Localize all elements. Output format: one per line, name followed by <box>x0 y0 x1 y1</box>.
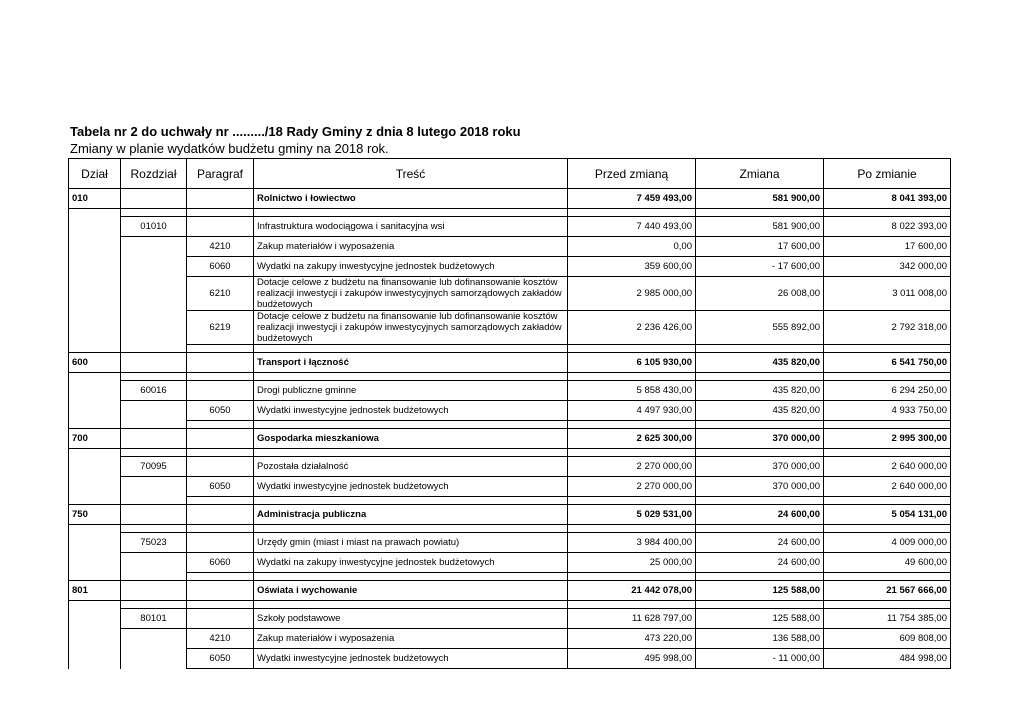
paragraf-cell: 6050 <box>187 401 254 421</box>
spacer-cell <box>121 421 187 429</box>
spacer-cell <box>121 573 187 581</box>
rozdzial-cell <box>121 553 187 573</box>
col-header-zmiana: Zmiana <box>696 159 824 189</box>
spacer-cell <box>187 209 254 217</box>
spacer-cell <box>121 345 187 353</box>
tresc-cell: Wydatki inwestycyjne jednostek budżetowych <box>254 401 568 421</box>
przed-cell: 6 105 930,00 <box>568 353 696 373</box>
rozdzial-cell <box>121 237 187 257</box>
paragraf-cell <box>187 381 254 401</box>
paragraf-cell <box>187 609 254 629</box>
przed-cell: 2 625 300,00 <box>568 429 696 449</box>
przed-cell: 25 000,00 <box>568 553 696 573</box>
po-cell: 609 808,00 <box>824 629 951 649</box>
col-header-paragraf: Paragraf <box>187 159 254 189</box>
spacer-cell <box>69 601 121 609</box>
tresc-cell: Pozostała działalność <box>254 457 568 477</box>
table-row <box>69 649 951 669</box>
expenditure-table <box>68 158 951 669</box>
spacer-cell <box>696 525 824 533</box>
paragraf-cell <box>187 533 254 553</box>
table-row <box>69 629 951 649</box>
paragraf-cell: 6210 <box>187 277 254 311</box>
paragraf-cell: 6060 <box>187 257 254 277</box>
spacer-cell <box>696 209 824 217</box>
tresc-cell: Wydatki na zakupy inwestycyjne jednostek budżetowych <box>254 257 568 277</box>
tresc-cell: Wydatki inwestycyjne jednostek budżetowych <box>254 477 568 497</box>
spacer-cell <box>254 373 568 381</box>
zmiana-cell: 24 600,00 <box>696 553 824 573</box>
rozdzial-cell: 70095 <box>121 457 187 477</box>
dzial-cell <box>69 401 121 421</box>
przed-cell: 11 628 797,00 <box>568 609 696 629</box>
rozdzial-cell <box>121 629 187 649</box>
zmiana-cell: 24 600,00 <box>696 505 824 525</box>
document-title: Tabela nr 2 do uchwały nr ........./18 Rady Gminy z dnia 8 lutego 2018 roku <box>70 124 521 139</box>
zmiana-cell: 435 820,00 <box>696 381 824 401</box>
dzial-cell <box>69 629 121 649</box>
spacer-cell <box>69 373 121 381</box>
przed-cell: 5 029 531,00 <box>568 505 696 525</box>
spacer-cell <box>69 497 121 505</box>
row-spacer <box>69 449 951 457</box>
rozdzial-cell <box>121 401 187 421</box>
tresc-cell: Transport i łączność <box>254 353 568 373</box>
row-spacer <box>69 373 951 381</box>
paragraf-cell: 6050 <box>187 477 254 497</box>
tresc-cell: Dotacje celowe z budżetu na finansowanie lub dofinansowanie kosztów realizacji inwestycji i zakupów inwestycyjnych samorządowych zakładów budżetowych <box>254 311 568 345</box>
zmiana-cell: - 17 600,00 <box>696 257 824 277</box>
spacer-cell <box>187 373 254 381</box>
paragraf-cell <box>187 457 254 477</box>
spacer-cell <box>568 573 696 581</box>
zmiana-cell: 581 900,00 <box>696 189 824 209</box>
col-header-dzial: Dział <box>69 159 121 189</box>
dzial-cell <box>69 277 121 311</box>
paragraf-cell <box>187 429 254 449</box>
spacer-cell <box>69 421 121 429</box>
rozdzial-cell: 60016 <box>121 381 187 401</box>
spacer-cell <box>696 601 824 609</box>
row-spacer <box>69 345 951 353</box>
spacer-cell <box>121 209 187 217</box>
dzial-cell <box>69 237 121 257</box>
tresc-cell: Drogi publiczne gminne <box>254 381 568 401</box>
tresc-cell: Wydatki inwestycyjne jednostek budżetowych <box>254 649 568 669</box>
spacer-cell <box>824 601 951 609</box>
przed-cell: 2 270 000,00 <box>568 457 696 477</box>
spacer-cell <box>824 373 951 381</box>
dzial-cell: 750 <box>69 505 121 525</box>
dzial-cell: 700 <box>69 429 121 449</box>
spacer-cell <box>121 525 187 533</box>
tresc-cell: Zakup materiałów i wyposażenia <box>254 237 568 257</box>
po-cell: 17 600,00 <box>824 237 951 257</box>
spacer-cell <box>69 209 121 217</box>
spacer-cell <box>187 601 254 609</box>
spacer-cell <box>254 345 568 353</box>
row-spacer <box>69 421 951 429</box>
rozdzial-cell: 75023 <box>121 533 187 553</box>
paragraf-cell <box>187 581 254 601</box>
spacer-cell <box>568 373 696 381</box>
row-spacer <box>69 209 951 217</box>
spacer-cell <box>69 345 121 353</box>
zmiana-cell: 17 600,00 <box>696 237 824 257</box>
po-cell: 49 600,00 <box>824 553 951 573</box>
tresc-cell: Gospodarka mieszkaniowa <box>254 429 568 449</box>
rozdzial-cell <box>121 505 187 525</box>
spacer-cell <box>187 525 254 533</box>
table-row <box>69 457 951 477</box>
zmiana-cell: 24 600,00 <box>696 533 824 553</box>
rozdzial-cell <box>121 277 187 311</box>
dzial-cell <box>69 553 121 573</box>
rozdzial-cell <box>121 477 187 497</box>
paragraf-cell: 6219 <box>187 311 254 345</box>
rozdzial-cell: 80101 <box>121 609 187 629</box>
tresc-cell: Rolnictwo i łowiectwo <box>254 189 568 209</box>
po-cell: 6 541 750,00 <box>824 353 951 373</box>
tresc-cell: Oświata i wychowanie <box>254 581 568 601</box>
spacer-cell <box>187 497 254 505</box>
paragraf-cell: 4210 <box>187 237 254 257</box>
zmiana-cell: 370 000,00 <box>696 429 824 449</box>
spacer-cell <box>187 573 254 581</box>
przed-cell: 5 858 430,00 <box>568 381 696 401</box>
tresc-cell: Administracja publiczna <box>254 505 568 525</box>
row-spacer <box>69 573 951 581</box>
table-row <box>69 533 951 553</box>
table-header-row <box>69 159 951 189</box>
row-spacer <box>69 601 951 609</box>
table-row <box>69 277 951 311</box>
paragraf-cell <box>187 189 254 209</box>
rozdzial-cell <box>121 189 187 209</box>
spacer-cell <box>69 449 121 457</box>
spacer-cell <box>254 209 568 217</box>
spacer-cell <box>696 573 824 581</box>
spacer-cell <box>696 449 824 457</box>
spacer-cell <box>696 421 824 429</box>
document-subtitle: Zmiany w planie wydatków budżetu gminy na 2018 rok. <box>70 141 389 156</box>
spacer-cell <box>568 601 696 609</box>
spacer-cell <box>254 497 568 505</box>
dzial-cell: 801 <box>69 581 121 601</box>
table-row <box>69 381 951 401</box>
zmiana-cell: 435 820,00 <box>696 401 824 421</box>
zmiana-cell: 370 000,00 <box>696 457 824 477</box>
spacer-cell <box>568 525 696 533</box>
table-row <box>69 311 951 345</box>
col-header-tresc: Treść <box>254 159 568 189</box>
spacer-cell <box>824 345 951 353</box>
table-row <box>69 257 951 277</box>
spacer-cell <box>824 497 951 505</box>
rozdzial-cell <box>121 429 187 449</box>
row-spacer <box>69 497 951 505</box>
table-row <box>69 217 951 237</box>
paragraf-cell <box>187 217 254 237</box>
dzial-cell <box>69 609 121 629</box>
po-cell: 8 041 393,00 <box>824 189 951 209</box>
spacer-cell <box>568 345 696 353</box>
tresc-cell: Urzędy gmin (miast i miast na prawach powiatu) <box>254 533 568 553</box>
zmiana-cell: 136 588,00 <box>696 629 824 649</box>
col-header-rozdzial: Rozdział <box>121 159 187 189</box>
zmiana-cell: 435 820,00 <box>696 353 824 373</box>
table-row <box>69 429 951 449</box>
przed-cell: 21 442 078,00 <box>568 581 696 601</box>
dzial-cell <box>69 457 121 477</box>
zmiana-cell: 370 000,00 <box>696 477 824 497</box>
table-row <box>69 189 951 209</box>
spacer-cell <box>187 421 254 429</box>
po-cell: 2 640 000,00 <box>824 457 951 477</box>
przed-cell: 2 985 000,00 <box>568 277 696 311</box>
przed-cell: 495 998,00 <box>568 649 696 669</box>
spacer-cell <box>696 497 824 505</box>
tresc-cell: Wydatki na zakupy inwestycyjne jednostek budżetowych <box>254 553 568 573</box>
tresc-cell: Szkoły podstawowe <box>254 609 568 629</box>
col-header-po: Po zmianie <box>824 159 951 189</box>
spacer-cell <box>696 373 824 381</box>
table-row <box>69 553 951 573</box>
table-row <box>69 237 951 257</box>
paragraf-cell <box>187 505 254 525</box>
spacer-cell <box>254 573 568 581</box>
spacer-cell <box>824 209 951 217</box>
przed-cell: 4 497 930,00 <box>568 401 696 421</box>
spacer-cell <box>254 421 568 429</box>
spacer-cell <box>568 497 696 505</box>
spacer-cell <box>824 449 951 457</box>
tresc-cell: Zakup materiałów i wyposażenia <box>254 629 568 649</box>
spacer-cell <box>568 449 696 457</box>
po-cell: 3 011 008,00 <box>824 277 951 311</box>
rozdzial-cell: 01010 <box>121 217 187 237</box>
spacer-cell <box>824 421 951 429</box>
przed-cell: 0,00 <box>568 237 696 257</box>
spacer-cell <box>254 449 568 457</box>
przed-cell: 3 984 400,00 <box>568 533 696 553</box>
paragraf-cell: 6050 <box>187 649 254 669</box>
tresc-cell: Dotacje celowe z budżetu na finansowanie lub dofinansowanie kosztów realizacji inwestycji i zakupów inwestycyjnych samorządowych zakładów budżetowych <box>254 277 568 311</box>
przed-cell: 7 440 493,00 <box>568 217 696 237</box>
table-row <box>69 401 951 421</box>
zmiana-cell: 555 892,00 <box>696 311 824 345</box>
dzial-cell <box>69 477 121 497</box>
col-header-przed: Przed zmianą <box>568 159 696 189</box>
rozdzial-cell <box>121 257 187 277</box>
po-cell: 8 022 393,00 <box>824 217 951 237</box>
dzial-cell <box>69 311 121 345</box>
dzial-cell <box>69 257 121 277</box>
spacer-cell <box>568 421 696 429</box>
spacer-cell <box>69 573 121 581</box>
po-cell: 2 995 300,00 <box>824 429 951 449</box>
po-cell: 4 933 750,00 <box>824 401 951 421</box>
rozdzial-cell <box>121 581 187 601</box>
spacer-cell <box>254 601 568 609</box>
table-row <box>69 505 951 525</box>
spacer-cell <box>69 525 121 533</box>
przed-cell: 2 270 000,00 <box>568 477 696 497</box>
dzial-cell <box>69 217 121 237</box>
spacer-cell <box>121 497 187 505</box>
dzial-cell: 600 <box>69 353 121 373</box>
rozdzial-cell <box>121 649 187 669</box>
spacer-cell <box>121 601 187 609</box>
dzial-cell <box>69 381 121 401</box>
spacer-cell <box>187 449 254 457</box>
przed-cell: 359 600,00 <box>568 257 696 277</box>
row-spacer <box>69 525 951 533</box>
przed-cell: 2 236 426,00 <box>568 311 696 345</box>
paragraf-cell: 6060 <box>187 553 254 573</box>
table-row <box>69 609 951 629</box>
spacer-cell <box>187 345 254 353</box>
po-cell: 5 054 131,00 <box>824 505 951 525</box>
dzial-cell <box>69 533 121 553</box>
po-cell: 484 998,00 <box>824 649 951 669</box>
po-cell: 342 000,00 <box>824 257 951 277</box>
zmiana-cell: 581 900,00 <box>696 217 824 237</box>
zmiana-cell: 125 588,00 <box>696 581 824 601</box>
rozdzial-cell <box>121 311 187 345</box>
table-row <box>69 353 951 373</box>
po-cell: 21 567 666,00 <box>824 581 951 601</box>
paragraf-cell: 4210 <box>187 629 254 649</box>
spacer-cell <box>254 525 568 533</box>
paragraf-cell <box>187 353 254 373</box>
po-cell: 2 792 318,00 <box>824 311 951 345</box>
spacer-cell <box>121 373 187 381</box>
dzial-cell <box>69 649 121 669</box>
po-cell: 6 294 250,00 <box>824 381 951 401</box>
spacer-cell <box>568 209 696 217</box>
spacer-cell <box>696 345 824 353</box>
zmiana-cell: - 11 000,00 <box>696 649 824 669</box>
table-row <box>69 477 951 497</box>
po-cell: 11 754 385,00 <box>824 609 951 629</box>
zmiana-cell: 26 008,00 <box>696 277 824 311</box>
po-cell: 2 640 000,00 <box>824 477 951 497</box>
spacer-cell <box>824 573 951 581</box>
dzial-cell: 010 <box>69 189 121 209</box>
spacer-cell <box>824 525 951 533</box>
przed-cell: 473 220,00 <box>568 629 696 649</box>
spacer-cell <box>121 449 187 457</box>
tresc-cell: Infrastruktura wodociągowa i sanitacyjna wsi <box>254 217 568 237</box>
table-row <box>69 581 951 601</box>
zmiana-cell: 125 588,00 <box>696 609 824 629</box>
po-cell: 4 009 000,00 <box>824 533 951 553</box>
przed-cell: 7 459 493,00 <box>568 189 696 209</box>
rozdzial-cell <box>121 353 187 373</box>
